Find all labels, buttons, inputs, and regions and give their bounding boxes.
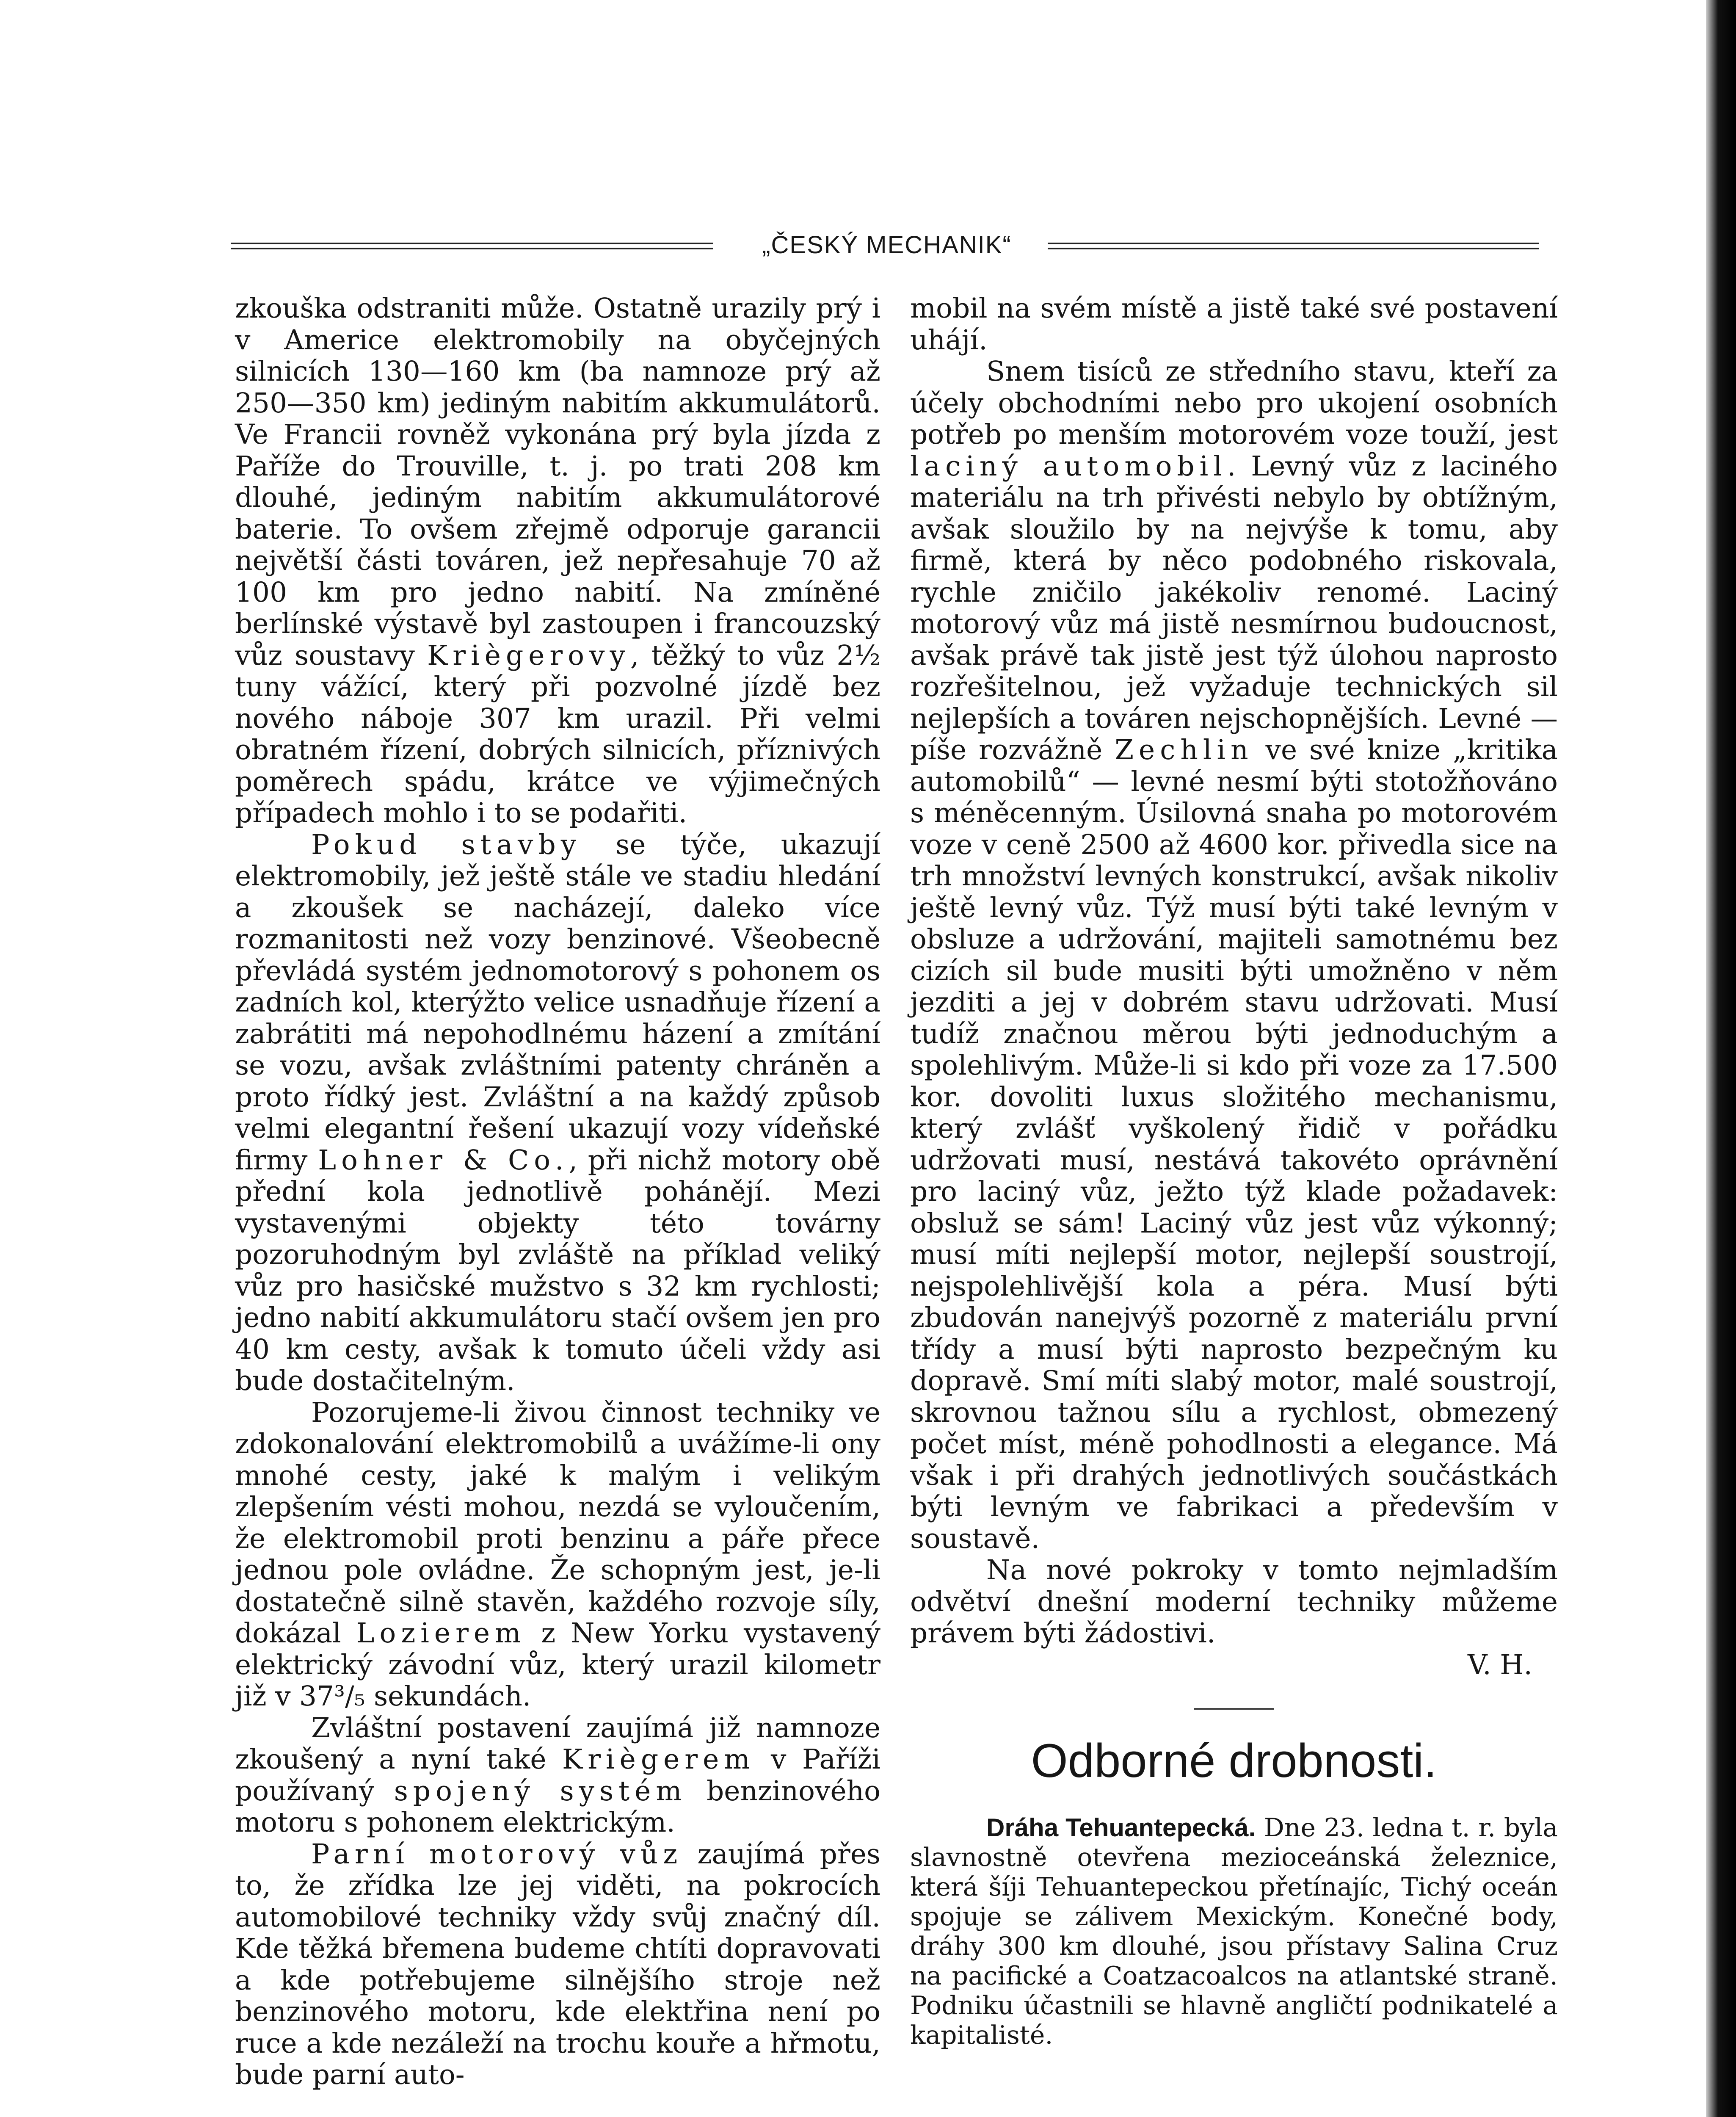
text-run: v Paříži používaný <box>235 1744 880 1807</box>
text-run: Pozorujeme-li živou činnost techniky ve zdokonalování elektromobilů a uvážíme-li ony mnohé cesty, jaké k malým i velikým zlepšením vésti mohou, nezdá se vyloučením, že elektromobil proti benzinu a páře přece jednou pole ovládne. Že schopným jest, je-li dostatečně silně stavěn, každého rozvoje síly, dokázal <box>235 1396 880 1649</box>
text-run: Na nové pokroky v tomto nejmladším odvětví dnešní moderní techniky můžeme právem býti žádostivi. <box>910 1554 1558 1649</box>
news-text: Dne 23. ledna t. r. byla slavnostně otevřena mezioceánská železnice, která šíji Tehuantepeckou přetínajíc, Tichý oceán spojuje se zálivem Mexickým. Konečné body, dráhy 300 km dlouhé, jsou přístavy Salina Cruz na pacifické a Coatzacoalcos na atlantské straně. Podniku účastnili se hlavně angličtí podnikatelé a kapitalisté. <box>910 1813 1558 2050</box>
name-spaced: Kriègerovy <box>427 639 630 672</box>
left-paragraph-1 <box>235 293 880 829</box>
left-paragraph-5 <box>235 1839 880 2091</box>
term-spaced: laciný automobil <box>910 450 1227 482</box>
section-divider <box>1194 1708 1274 1710</box>
lead-spaced: Parní motorový vůz <box>311 1838 683 1870</box>
name-spaced: Kriègerem <box>562 1744 755 1775</box>
section-title: Odborné drobnosti. <box>1031 1734 1437 1787</box>
lead-spaced: Pokud stavby <box>311 829 582 861</box>
right-paragraph-2 <box>910 356 1558 1555</box>
author-signature: V. H. <box>1467 1649 1532 1681</box>
right-paragraph-3 <box>910 1555 1558 1650</box>
scan-page-edge <box>1706 0 1736 2117</box>
name-spaced: Zechlin <box>1115 734 1253 766</box>
text-run: ve své knize „kritika automobilů“ — levné nesmí býti stotožňováno s méněcenným. Úsilovná snaha po motorovém voze v ceně 2500 až 4600 kor. přivedla sice na trh množství levných konstrukcí, avšak nikoliv ještě levný vůz. Týž musí býti také levným v obsluze a udržování, majiteli samotnému bez cizích sil bude musiti býti umožněno v něm jezditi a jej v dobrém stavu udržovati. Musí tudíž značnou měrou býti jednoduchým a spolehlivým. Může-li si kdo při voze za 17.500 kor. dovoliti luxus složitého mechanismu, který zvlášť vyškolený řidič v pořádku udržovati musí, nestává takovéto oprávnění pro laciný vůz, ježto týž klade požadavek: obsluž se sám! Laciný vůz jest vůz výkonný; musí míti nejlepší motor, nejlepší soustrojí, nejspolehlivější kola a péra. Musí býti zbudován nanejvýš pozorně z materiálu první třídy a musí býti naprosto bezpečným ku dopravě. Smí míti slabý motor, malé soustrojí, skrovnou tažnou sílu a rychlost, obmezený počet míst, méně pohodlnosti a elegance. Má však i při drahých jednotlivých součástkách býti levným ve fabrikaci a především v soustavě. <box>910 734 1558 1555</box>
left-paragraph-4 <box>235 1713 880 1839</box>
text-run: benzinového motoru s pohonem elektrickým. <box>235 1775 880 1838</box>
left-paragraph-2 <box>235 829 880 1397</box>
running-title: „ČESKÝ MECHANIK“ <box>762 231 1012 259</box>
text-run: , těžký to vůz 2½ tuny vážící, který při pozvolné jízdě bez nového náboje 307 km urazil. Při velmi obratném řízení, dobrých silnicích, příznivých poměrech spádu, krátce ve výjimečných případech mohlo i to se podařiti. <box>235 639 880 829</box>
name-spaced: Lohner & Co. <box>318 1144 569 1176</box>
right-column <box>910 293 1558 2117</box>
text-run: zkouška odstraniti může. Ostatně urazily prý i v Americe elektromobily na obyčejných silnicích 130—160 km (ba namnoze prý až 250—350 km) jediným nabitím akkumulátorů. Ve Francii rovněž vykonána prý byla jízda z Paříže do Trouville, t. j. po trati 208 km dlouhé, jediným nabitím akkumulátorové baterie. To ovšem zřejmě odporuje garancii největší části továren, jež nepřesahuje 70 až 100 km pro jedno nabití. Na zmíněné berlínské výstavě byl zastoupen i francouzský vůz soustavy <box>235 293 880 672</box>
name-spaced: Lozierem <box>356 1617 526 1649</box>
header-rule-right <box>1048 243 1539 249</box>
text-run: Zvláštní postavení zaujímá již namnoze zkoušený a nyní také <box>235 1712 880 1775</box>
signature-line <box>910 1650 1558 1681</box>
text-run: . Levný vůz z laciného materiálu na trh přivésti nebylo by obtížným, avšak sloužilo by na nejvýše k tomu, aby firmě, která by něco podobného riskovala, rychle zničilo jakékoliv renomé. Laciný motorový vůz má jistě nesmírnou budoucnost, avšak právě tak jistě jest týž úlohou naprosto rozřešitelnou, jež vyžaduje technických sil nejlepších a továren nejschopnějších. Levné — píše rozvážně <box>910 450 1558 766</box>
text-run: zaujímá přes to, že zřídka lze jej viděti, na pokrocích automobilové techniky vždy svůj značný díl. Kde těžká břemena budeme chtíti dopravovati a kde potřebujeme silnějšího stroje než benzinového motoru, kde elektřina není po ruce a kde nezáleží na trochu kouře a hřmotu, bude parní auto- <box>235 1838 880 2091</box>
running-header <box>231 231 1539 269</box>
text-run: se týče, ukazují elektromobily, jež ještě stále ve stadiu hledání a zkoušek se nacházejí, daleko více rozmanitosti než vozy benzinové. Všeobecně převládá systém jednomotorový s pohonem os zadních kol, kterýžto velice usnadňuje řízení a zabrátiti má nepohodlnému házení a zmítání se vozu, avšak zvláštními patenty chráněn a proto řídký jest. Zvláštní a na každý způsob velmi elegantní řešení ukazují vozy vídeňské firmy <box>235 829 880 1176</box>
news-headline: Dráha Tehuantepecká. <box>986 1813 1256 1842</box>
left-paragraph-3 <box>235 1397 880 1713</box>
text-run: Snem tisíců ze středního stavu, kteří za účely obchodními nebo pro ukojení osobních potřeb po menším motorovém voze touží, jest <box>910 356 1558 450</box>
news-item <box>910 1813 1558 2050</box>
text-run: , při nichž motory obě přední kola jednotlivě pohánějí. Mezi vystavenými objekty této továrny pozoruhodným byl zvláště na příklad veliký vůz pro hasičské mužstvo s 32 km rychlosti; jedno nabití akkumulátoru stačí ovšem jen pro 40 km cesty, avšak k tomuto účeli vždy asi bude dostačitelným. <box>235 1144 880 1397</box>
right-paragraph-1: mobil na svém místě a jistě také své postavení uhájí. <box>910 293 1558 356</box>
left-column <box>235 293 880 2117</box>
term-spaced: spojený systém <box>394 1775 687 1807</box>
header-rule-left <box>231 243 713 249</box>
text-run: z New Yorku vystavený elektrický závodní vůz, který urazil kilometr již v 37³/₅ sekundách. <box>235 1617 880 1712</box>
